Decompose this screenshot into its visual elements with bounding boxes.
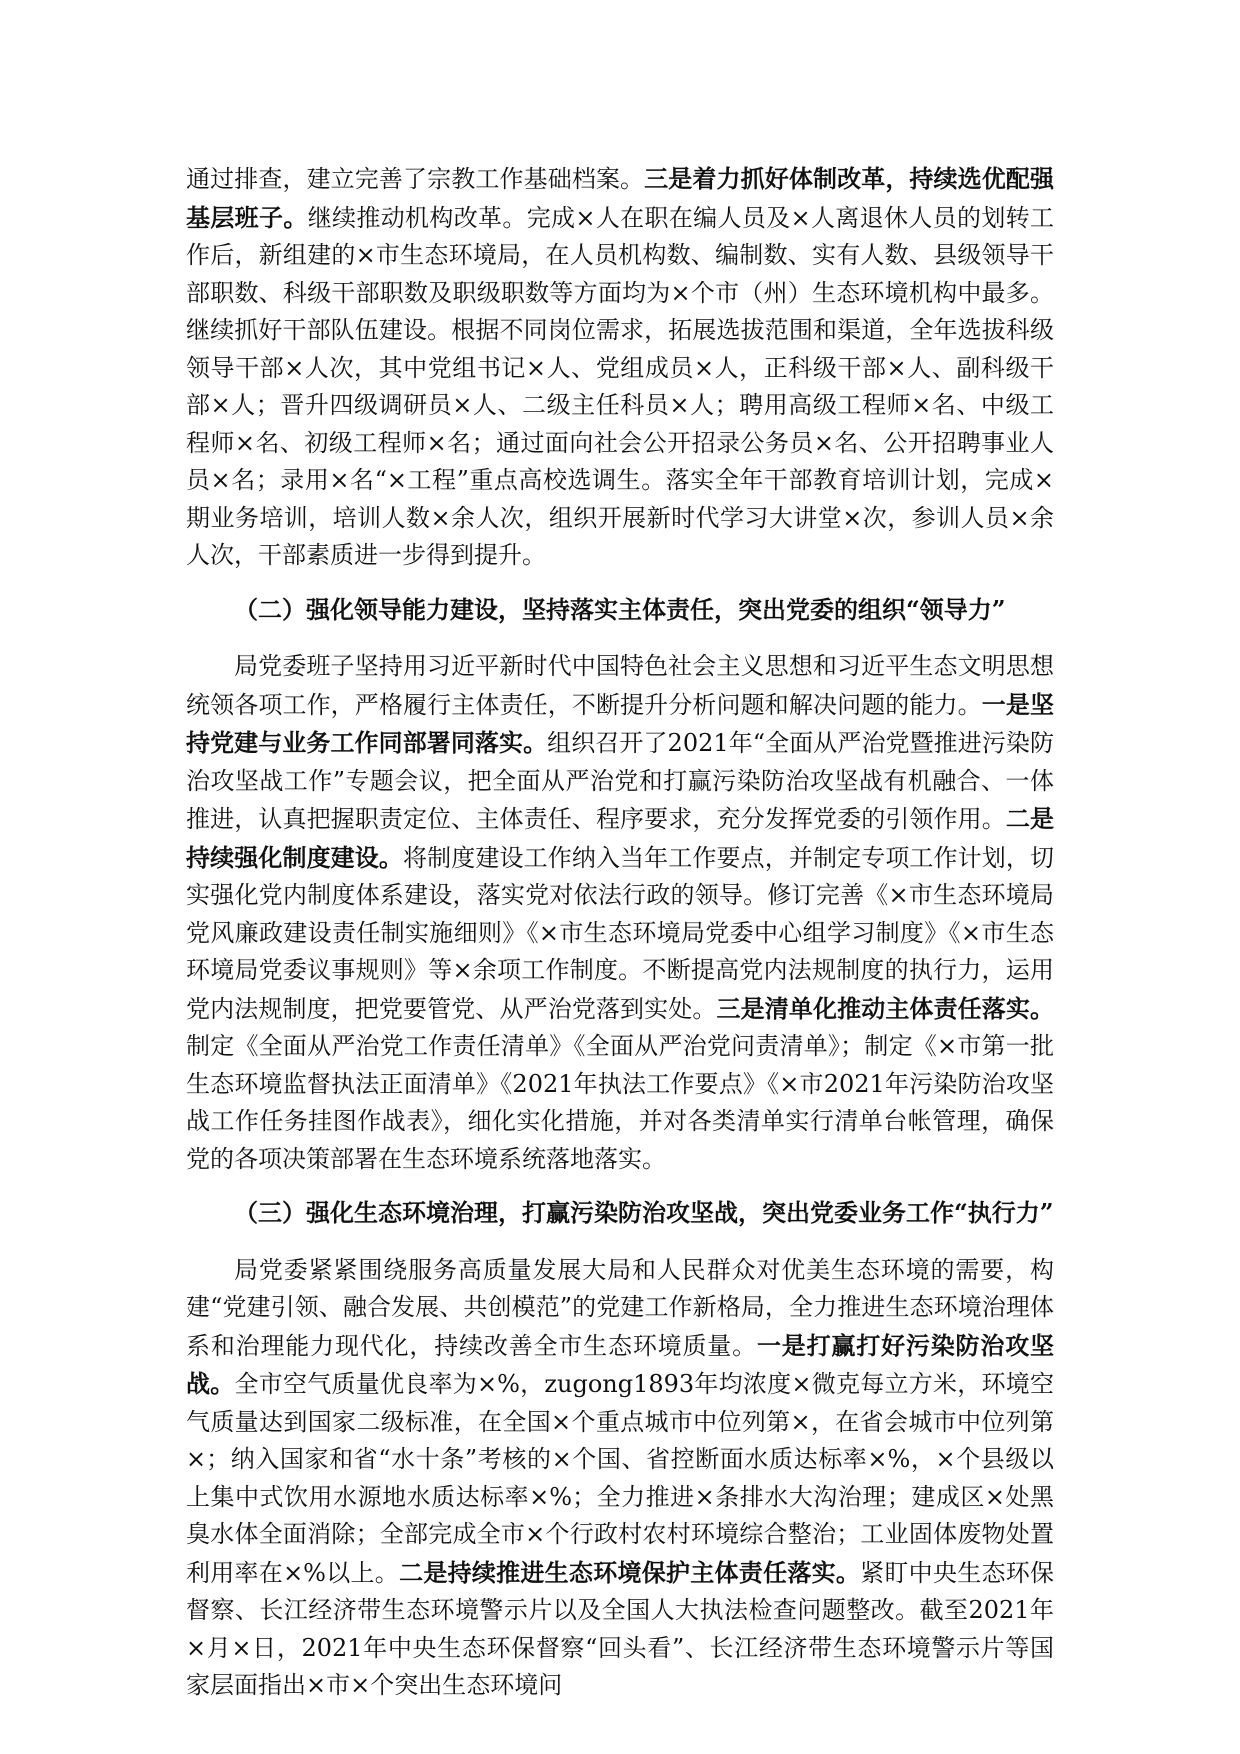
p1-run-3: 继续推动机构改革。完成×人在职在编人员及×人离退休人员的划转工作后，新组建的×市生态环境局，在人员机构数、编制数、实有人数、县级领导干部职数、科级干部职数及职级职数等方面均为×个市（州）生态环境机构中最多。继续抓好干部队伍建设。根据不同岗位需求，拓展选拔范围和渠道，全年选拔科级领导干部×人次，其中党组书记×人、党组成员×人，正科级干部×人、副科级干部×人；晋升四级调研员×人、二级主任科员×人；聘用高级工程师×名、中级工程师×名、初级工程师×名；通过面向社会公开招录公务员×名、公开招聘事业人员×名；录用×名“×工程”重点高校选调生。落实全年干部教育培训计划，完成×期业务培训，培训人数×余人次，组织开展新时代学习大讲堂×次，参训人员×余人次，干部素质进一步得到提升。 [186, 203, 1055, 569]
p2-run-5: 将制度建设工作纳入当年工作要点，并制定专项工作计划，切实强化党内制度体系建设，落实党对依法行政的领导。修订完善《×市生态环境局党风廉政建设责任制实施细则》《×市生态环境局党委中心组学习制度》《×市生态环境局党委议事规则》等×余项工作制度。不断提高党内法规制度的执行力，运用党内法规制度，把党要管党、从严治党落到实处。 [186, 843, 1055, 1023]
p3-run-2-bold: 一是打赢打好污染防治攻坚战。 [186, 1330, 1055, 1398]
paragraph-1 [186, 160, 1054, 575]
p2-run-7: 制定《全面从严治党工作责任清单》《全面从严治党问责清单》；制定《×市第一批生态环境监督执法正面清单》《2021年执法工作要点》《×市2021年污染防治攻坚战工作任务挂图作战表》，细化实化措施，并对各类清单实行清单台帐管理，确保党的各项决策部署在生态环境系统落地落实。 [186, 1032, 1054, 1173]
p2-run-2-bold: 一是坚持党建与业务工作同部署同落实。 [186, 689, 1055, 757]
p1-run-1: 通过排查，建立完善了宗教工作基础档案。 [186, 165, 645, 193]
section-heading-2: （二）强化领导能力建设，坚持落实主体责任，突出党委的组织“领导力” [234, 594, 1006, 624]
paragraph-3 [186, 1252, 1054, 1705]
p2-run-1: 局党委班子坚持用习近平新时代中国特色社会主义思想和习近平生态文明思想统领各项工作，严格履行主体责任，不断提升分析问题和解决问题的能力。 [186, 652, 1054, 719]
p2-run-4-bold: 二是持续强化制度建设。 [186, 804, 1055, 872]
p2-run-6-bold: 三是清单化推动主体责任落实。 [716, 993, 1055, 1023]
p3-run-3: 全市空气质量优良率为×%，zugong1893年均浓度×微克每立方米，环境空气质量达到国家二级标准，在全国×个重点城市中位列第×，在省会城市中位列第×；纳入国家和省“水十条”考核的×个国、省控断面水质达标率×%，×个县级以上集中式饮用水源地水质达标率×%；全力推进×条排水大沟治理；建成区×处黑臭水体全面消除；全部完成全市×个行政村农村环境综合整治；工业固体废物处置利用率在×%以上。 [186, 1370, 1054, 1587]
paragraph-2 [186, 648, 1054, 1178]
section-heading-3: （三）强化生态环境治理，打赢污染防治攻坚战，突出党委业务工作“执行力” [234, 1198, 1054, 1227]
p2-run-3: 组织召开了2021年“全面从严治党暨推进污染防治攻坚战工作”专题会议，把全面从严治党和打赢污染防治攻坚战有机融合、一体推进，认真把握职责定位、主体责任、程序要求，充分发挥党委的引领作用。 [186, 729, 1054, 833]
p3-run-5: 紧盯中央生态环保督察、长江经济带生态环境警示片以及全国人大执法检查问题整改。截至2021年×月×日，2021年中央生态环保督察“回头看”、长江经济带生态环境警示片等国家层面指出×市×个突出生态环境问 [186, 1558, 1055, 1699]
p3-run-1: 局党委紧紧围绕服务高质量发展大局和人民群众对优美生态环境的需要，构建“党建引领、融合发展、共创模范”的党建工作新格局，全力推进生态环境治理体系和治理能力现代化，持续改善全市生态环境质量。 [186, 1255, 1054, 1360]
p3-run-4-bold: 二是持续推进生态环境保护主体责任落实。 [399, 1557, 861, 1587]
document-body [186, 160, 1054, 1705]
p1-run-2-bold: 三是着力抓好体制改革，持续选优配强基层班子。 [186, 164, 1054, 232]
